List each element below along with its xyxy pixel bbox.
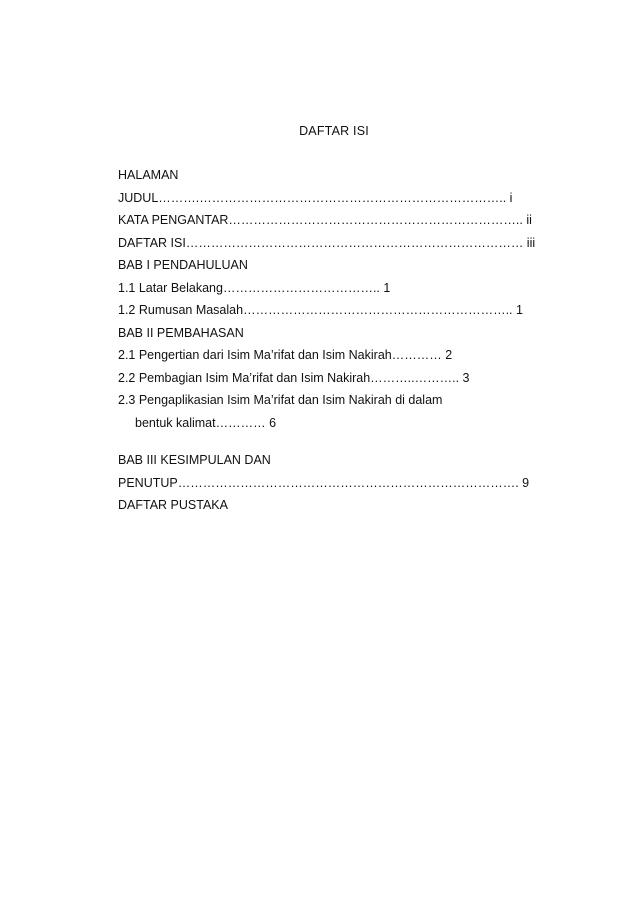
toc-entry-1-1: 1.1 Latar Belakang……………………………….. 1: [118, 280, 391, 295]
toc-entry-2-2: 2.2 Pembagian Isim Ma’rifat dan Isim Nakirah………..……….. 3: [118, 370, 470, 385]
toc-entry-judul: JUDUL……….……………………………………………………………….. i: [118, 190, 513, 205]
toc-entry-2-3: 2.3 Pengaplikasian Isim Ma’rifat dan Isim Nakirah di dalam: [118, 393, 443, 407]
toc-title: DAFTAR ISI: [299, 124, 369, 138]
toc-entry-2-1: 2.1 Pengertian dari Isim Ma’rifat dan Isim Nakirah………… 2: [118, 348, 453, 362]
toc-entry-1-2: 1.2 Rumusan Masalah……………………………………………………….. 1: [118, 303, 523, 317]
toc-entry-halaman: HALAMAN: [118, 168, 179, 182]
toc-entry-bab-2: BAB II PEMBAHASAN: [118, 325, 244, 340]
table-of-contents: [118, 164, 558, 517]
spacer: [118, 434, 558, 449]
toc-entry-daftar-pustaka: DAFTAR PUSTAKA: [118, 498, 228, 512]
toc-entry-bab-3: BAB III KESIMPULAN DAN: [118, 453, 271, 467]
toc-entry-kata-pengantar: KATA PENGANTAR…………………………………………………………….. ii: [118, 213, 532, 227]
toc-entry-daftar-isi: DAFTAR ISI……………………………………………………………………… iii: [118, 235, 536, 250]
toc-entry-penutup: PENUTUP………………………………………………………………………. 9: [118, 475, 530, 490]
toc-entry-bab-1: BAB I PENDAHULUAN: [118, 258, 248, 272]
toc-entry-2-3-cont: bentuk kalimat………… 6: [135, 415, 277, 430]
